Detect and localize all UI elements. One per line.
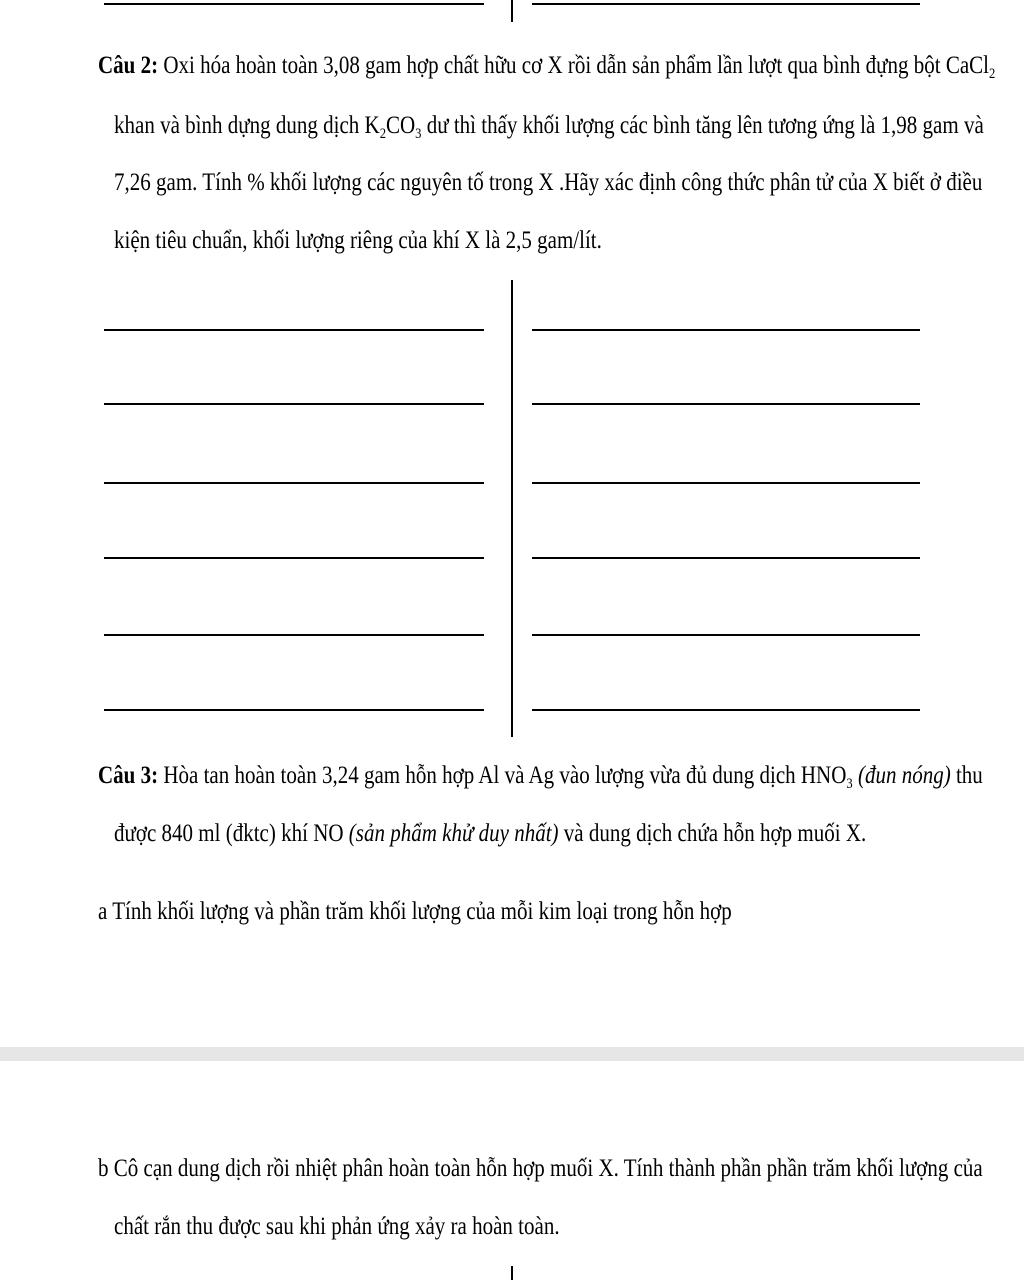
answer-line: [532, 634, 920, 636]
answer-line: [532, 482, 920, 484]
question-2-line-4: kiện tiêu chuẩn, khối lượng riêng của khí X là 2,5 gam/lít.: [114, 227, 602, 254]
column-divider: [511, 280, 513, 737]
page-break: [0, 1047, 1024, 1061]
column-divider: [511, 0, 513, 22]
question-3-line-1: Câu 3: Hòa tan hoàn toàn 3,24 gam hỗn hợp Al và Ag vào lượng vừa đủ dung dịch $HNO_3$ (đun nóng) thu: [98, 762, 983, 792]
question-3-line-2: được 840 ml (đktc) khí NO (sản phẩm khử duy nhất) và dung dịch chứa hỗn hợp muối X.: [114, 820, 867, 847]
answer-line: [532, 3, 920, 5]
answer-line: [532, 709, 920, 711]
question-3-part-b-line-1: b Cô cạn dung dịch rồi nhiệt phân hoàn toàn hỗn hợp muối X. Tính thành phần phần trăm khối lượng của: [98, 1155, 983, 1182]
question-3-label: Câu 3:: [98, 762, 159, 789]
answer-line: [104, 557, 484, 559]
question-3-part-b-line-2: chất rắn thu được sau khi phản ứng xảy ra hoàn toàn.: [114, 1213, 560, 1240]
answer-line: [532, 329, 920, 331]
question-2-label: Câu 2:: [98, 52, 159, 79]
answer-line: [104, 3, 484, 5]
column-divider: [511, 1266, 513, 1280]
answer-line: [104, 403, 484, 405]
answer-line: [104, 634, 484, 636]
answer-line: [532, 557, 920, 559]
answer-line: [532, 403, 920, 405]
question-2-line-1: Câu 2: Oxi hóa hoàn toàn 3,08 gam hợp chất hữu cơ X rồi dẫn sản phẩm lần lượt qua bình đựng bột CaCl$_2$: [98, 52, 996, 82]
answer-line: [104, 709, 484, 711]
question-2-line-3: 7,26 gam. Tính % khối lượng các nguyên tố trong X .Hãy xác định công thức phân tử của X biết ở điều: [114, 169, 983, 196]
question-2-line-2: khan và bình dựng dung dịch $K_2CO_3$ dư thì thấy khối lượng các bình tăng lên tương ứng là 1,98 gam và: [114, 112, 984, 142]
question-3-part-a: a Tính khối lượng và phần trăm khối lượng của mỗi kim loại trong hỗn hợp: [98, 898, 732, 925]
answer-line: [104, 482, 484, 484]
answer-line: [104, 329, 484, 331]
